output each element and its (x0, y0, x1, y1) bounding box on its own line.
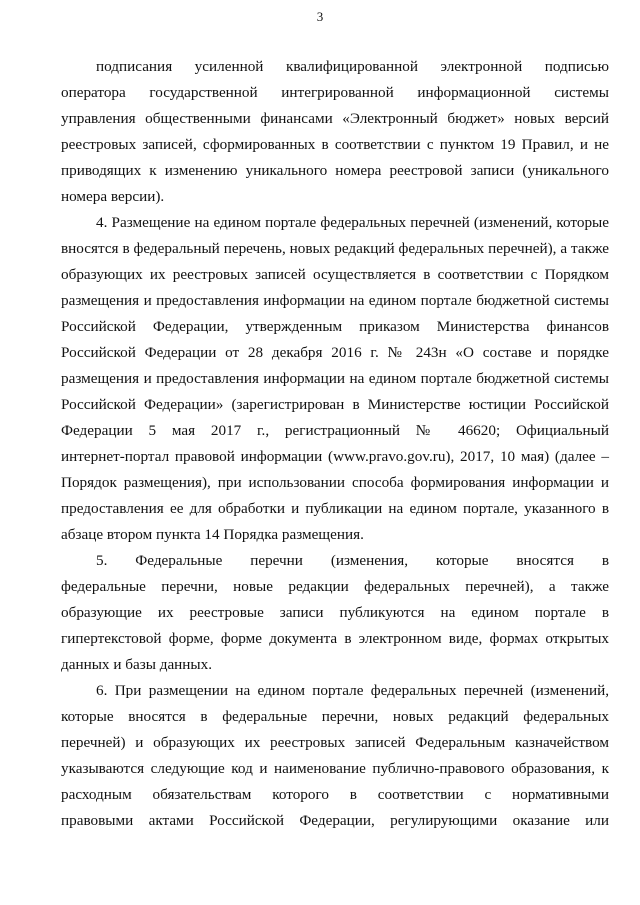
text-line: 4. Размещение на едином портале федеральных перечней (изменений, которые (96, 214, 609, 231)
text-line: которые вносятся в федеральные перечни, новых редакций федеральных (61, 708, 609, 725)
text-line: 5. Федеральные перечни (изменения, которые вносятся в (96, 552, 609, 569)
text-line: абзаце втором пункта 14 Порядка размещения. (61, 526, 364, 543)
text-line: Порядок размещения), при использовании способа формирования информации и (61, 474, 609, 491)
text-line: образующих их реестровых записей осуществляется в соответствии с Порядком (61, 266, 609, 283)
text-line: образующие их реестровые записи публикуются на едином портале в (61, 604, 609, 621)
text-line: управления общественными финансами «Электронный бюджет» новых версий (61, 110, 609, 127)
text-line: вносятся в федеральный перечень, новых редакций федеральных перечней), а также (61, 240, 609, 257)
text-line: номера версии). (61, 188, 165, 205)
text-line: перечней) и образующих их реестровых записей Федеральным казначейством (61, 734, 609, 751)
text-line: предоставления ее для обработки и публикации на едином портале, указанного в (61, 500, 609, 517)
text-line: реестровых записей, сформированных в соответствии с пунктом 19 Правил, и не (61, 136, 609, 153)
text-line: Российской Федерации, утвержденным приказом Министерства финансов (61, 318, 609, 335)
text-line: интернет-портал правовой информации (www.pravo.gov.ru), 2017, 10 мая) (далее – (61, 448, 609, 465)
text-line: Российской Федерации» (зарегистрирован в Министерстве юстиции Российской (61, 396, 609, 413)
text-line: данных и базы данных. (61, 656, 213, 673)
text-line: 6. При размещении на едином портале федеральных перечней (изменений, (96, 682, 609, 699)
text-line: Российской Федерации от 28 декабря 2016 г. № 243н «О составе и порядке (61, 344, 609, 361)
text-line: подписания усиленной квалифицированной электронной подписью (96, 58, 609, 75)
text-line: оператора государственной интегрированной информационной системы (61, 84, 609, 101)
text-line: расходным обязательствам которого в соответствии с нормативными (61, 786, 609, 803)
text-line: Федерации 5 мая 2017 г., регистрационный № 46620; Официальный (61, 422, 609, 439)
text-line: указываются следующие код и наименование публично-правового образования, к (61, 760, 609, 777)
text-line: правовыми актами Российской Федерации, регулирующими оказание или (61, 812, 609, 829)
text-line: приводящих к изменению уникального номера реестровой записи (уникального (61, 162, 609, 179)
text-line: размещения и предоставления информации на едином портале бюджетной системы (61, 292, 609, 309)
text-line: федеральные перечни, новые редакции федеральных перечней), а также (61, 578, 609, 595)
text-line: гипертекстовой форме, форме документа в электронном виде, формах открытых (61, 630, 609, 647)
page-number: 3 (316, 9, 324, 24)
text-line: размещения и предоставления информации на едином портале бюджетной системы (61, 370, 609, 387)
